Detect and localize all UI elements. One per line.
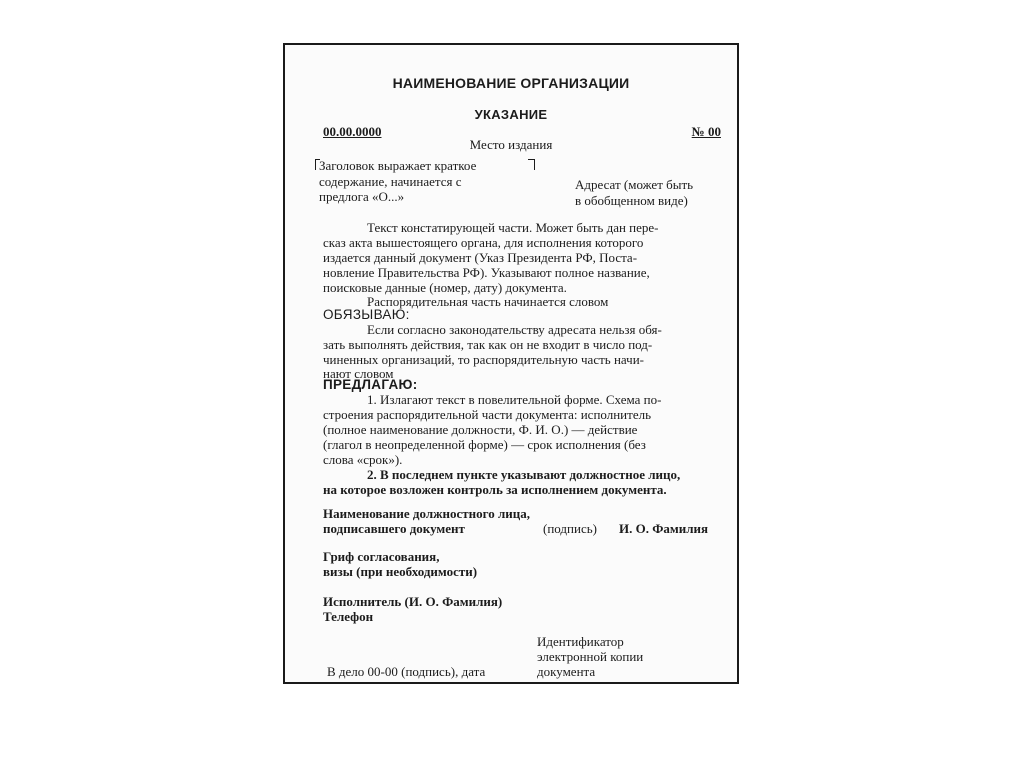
- document-page: [283, 43, 739, 684]
- addressee: [575, 177, 735, 208]
- item-line: (глагол в неопределенной форме) — срок исполнения (без: [323, 437, 646, 452]
- e-copy-line: Идентификатор: [537, 634, 624, 649]
- item-line: (полное наименование должности, Ф. И. О.) — действие: [323, 422, 638, 437]
- approval-line: визы (при необходимости): [323, 564, 478, 579]
- item-line: на которое возложен контроль за исполнением документа.: [323, 482, 667, 497]
- body-line: зать выполнять действия, так как он не входит в число под-: [323, 337, 653, 352]
- document-date: 00.00.0000: [323, 124, 382, 139]
- e-copy-line: документа: [537, 664, 596, 679]
- signatory-name: И. О. Фамилия: [619, 521, 709, 536]
- place-of-issue: Место издания: [469, 137, 553, 152]
- body-line: новление Правительства РФ). Указывают полное название,: [323, 265, 650, 280]
- body-line: издается данный документ (Указ Президента РФ, Поста-: [323, 250, 638, 265]
- document-number: № 00: [691, 124, 721, 139]
- body-line: поисковые данные (номер, дату) документа.: [323, 280, 567, 295]
- executor-line: Телефон: [323, 609, 374, 624]
- item-line: слова «срок»).: [323, 452, 403, 467]
- signatory-position: подписавшего документ: [323, 521, 465, 536]
- document-type: УКАЗАНИЕ: [474, 107, 548, 122]
- body-line: Если согласно законодательству адресата нельзя обя-: [367, 322, 662, 337]
- body-line: Распорядительная часть начинается словом: [367, 294, 609, 309]
- item-line: 1. Излагают текст в повелительной форме. Схема по-: [367, 392, 662, 407]
- keyword-propose: ПРЕДЛАГАЮ:: [323, 377, 418, 392]
- heading-line: Заголовок выражает краткое: [319, 158, 477, 173]
- body-line: чиненных организаций, то распорядительную часть начи-: [323, 352, 644, 367]
- heading-line: содержание, начинается с: [319, 173, 462, 189]
- signature-placeholder: (подпись): [543, 521, 597, 536]
- addressee-line: Адресат (может быть: [575, 177, 694, 192]
- document-heading: [319, 158, 539, 205]
- keyword-obligate: ОБЯЗЫВАЮ:: [323, 307, 410, 322]
- item-line: 2. В последнем пункте указывают должностное лицо,: [367, 467, 681, 482]
- body-line: нают словом: [323, 366, 394, 381]
- signatory-position: Наименование должностного лица,: [323, 506, 531, 521]
- item-line: строения распорядительной части документа: исполнитель: [323, 407, 652, 422]
- addressee-line: в обобщенном виде): [575, 192, 688, 208]
- body-line: Текст констатирующей части. Может быть дан пере-: [367, 220, 659, 235]
- approval-line: Гриф согласования,: [323, 549, 440, 564]
- executor-line: Исполнитель (И. О. Фамилия): [323, 594, 503, 609]
- e-copy-line: электронной копии: [537, 649, 644, 664]
- organization-name: НАИМЕНОВАНИЕ ОРГАНИЗАЦИИ: [392, 75, 630, 91]
- heading-line: предлога «О...»: [319, 189, 405, 204]
- file-note: В дело 00-00 (подпись), дата: [327, 664, 486, 679]
- body-line: сказ акта вышестоящего органа, для исполнения которого: [323, 235, 644, 250]
